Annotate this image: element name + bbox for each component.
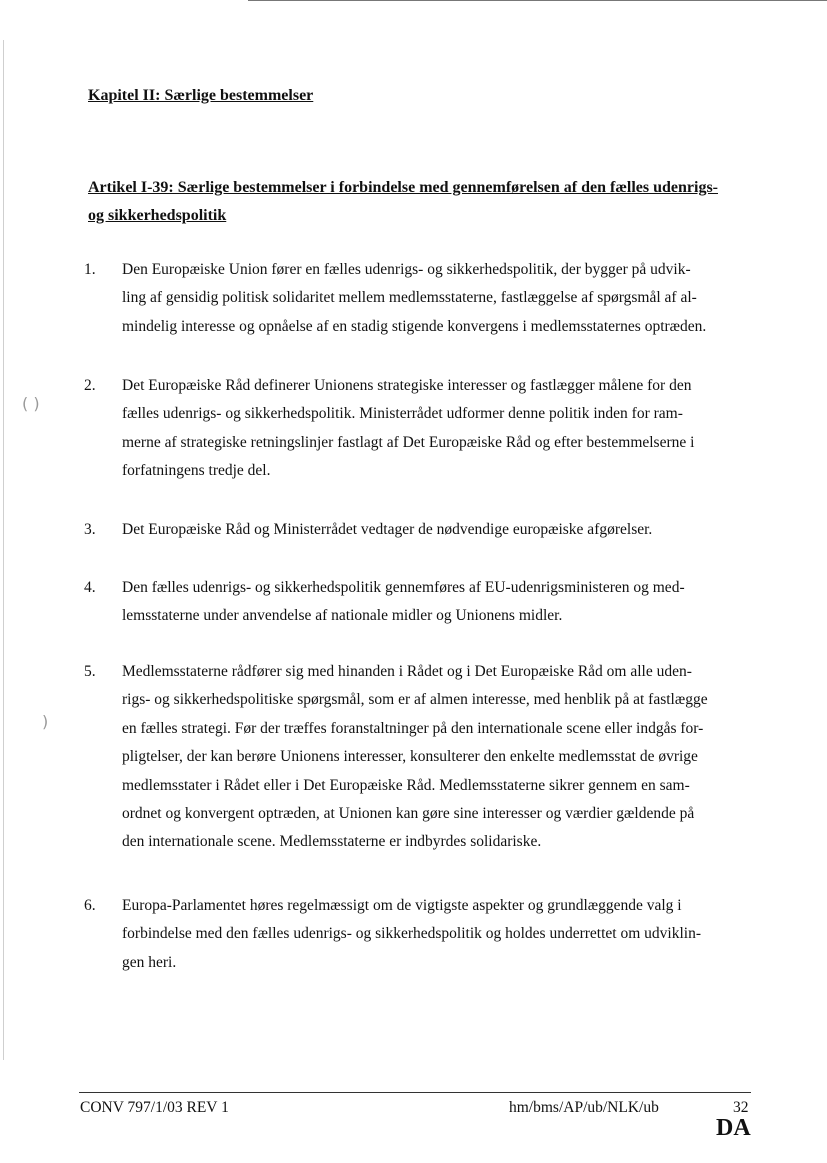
footer-divider [79,1092,751,1093]
text-line: fælles udenrigs- og sikkerhedspolitik. Ministerrådet udformer denne politik inden for ram- [122,405,683,423]
text-line: ling af gensidig politisk solidaritet mellem medlemsstaterne, fastlæggelse af spørgsmål af al- [122,289,697,307]
article-heading [88,174,768,230]
paragraph-text [122,574,752,631]
paragraph-text [122,516,752,544]
text-line: mindelig interesse og opnåelse af en stadig stigende konvergens i medlemsstaternes optræden. [122,317,707,335]
text-line: rigs- og sikkerhedspolitiske spørgsmål, som er af almen interesse, med henblik på at fastlægge [122,691,708,709]
article-heading-line-2: og sikkerhedspolitik [88,207,227,224]
paragraph-number: 2. [84,377,96,394]
paragraph-text [122,256,752,341]
text-line: forbindelse med den fælles udenrigs- og sikkerhedspolitik og holdes underrettet om udviklin- [122,925,701,943]
text-line: Den Europæiske Union fører en fælles udenrigs- og sikkerhedspolitik, der bygger på udvik- [122,261,691,278]
text-line: pligtelser, der kan berøre Unionens interesser, konsulterer den enkelte medlemsstat de øvrige [122,748,698,766]
text-line: en fælles strategi. Før der træffes foranstaltninger på den internationale scene eller indgås for- [122,719,704,737]
article-heading-line-1: Artikel I-39: Særlige bestemmelser i forbindelse med gennemførelsen af den fælles udenrigs- [88,179,718,196]
footer-initials: hm/bms/AP/ub/NLK/ub [509,1099,659,1116]
footer-language-code: DA [716,1115,751,1141]
text-line: Medlemsstaterne rådfører sig med hinanden i Rådet og i Det Europæiske Råd om alle uden- [122,663,692,680]
text-line: Europa-Parlamentet høres regelmæssigt om de vigtigste aspekter og grundlæggende valg i [122,897,682,914]
paragraph-text [122,372,752,486]
paragraph-text [122,658,752,857]
paragraph-number: 3. [84,521,96,538]
footer-page-number: 32 [733,1099,749,1116]
paragraph-number: 6. [84,897,96,914]
paragraph-text [122,892,752,977]
text-line: gen heri. [122,953,177,971]
text-line: medlemsstater i Rådet eller i Det Europæiske Råd. Medlemsstaterne sikrer gennem en sam- [122,776,690,794]
paragraph-number: 4. [84,579,96,596]
paragraph-number: 1. [84,261,96,278]
page-edge-line [3,40,4,1060]
text-line: Det Europæiske Råd definerer Unionens strategiske interesser og fastlægger målene for den [122,377,692,394]
punch-hole-mark-bottom: ) [42,712,49,731]
text-line: ordnet og konvergent optræden, at Unionen kan gøre sine interesser og værdier gældende på [122,805,695,823]
text-line: lemsstaterne under anvendelse af nationale midler og Unionens midler. [122,607,563,625]
text-line: merne af strategiske retningslinjer fastlagt af Det Europæiske Råd og efter bestemmelserne i [122,433,695,451]
chapter-heading: Kapitel II: Særlige bestemmelser [88,87,314,104]
footer-doc-reference: CONV 797/1/03 REV 1 [80,1099,229,1116]
text-line: forfatningens tredje del. [122,462,271,480]
paragraph-number: 5. [84,663,96,680]
text-line: den internationale scene. Medlemsstaterne er indbyrdes solidariske. [122,833,542,851]
top-scan-rule [248,0,827,1]
punch-hole-mark-top: ( ) [22,394,40,413]
text-line: Det Europæiske Råd og Ministerrådet vedtager de nødvendige europæiske afgørelser. [122,521,653,538]
text-line: Den fælles udenrigs- og sikkerhedspolitik gennemføres af EU-udenrigsministeren og med- [122,579,685,596]
